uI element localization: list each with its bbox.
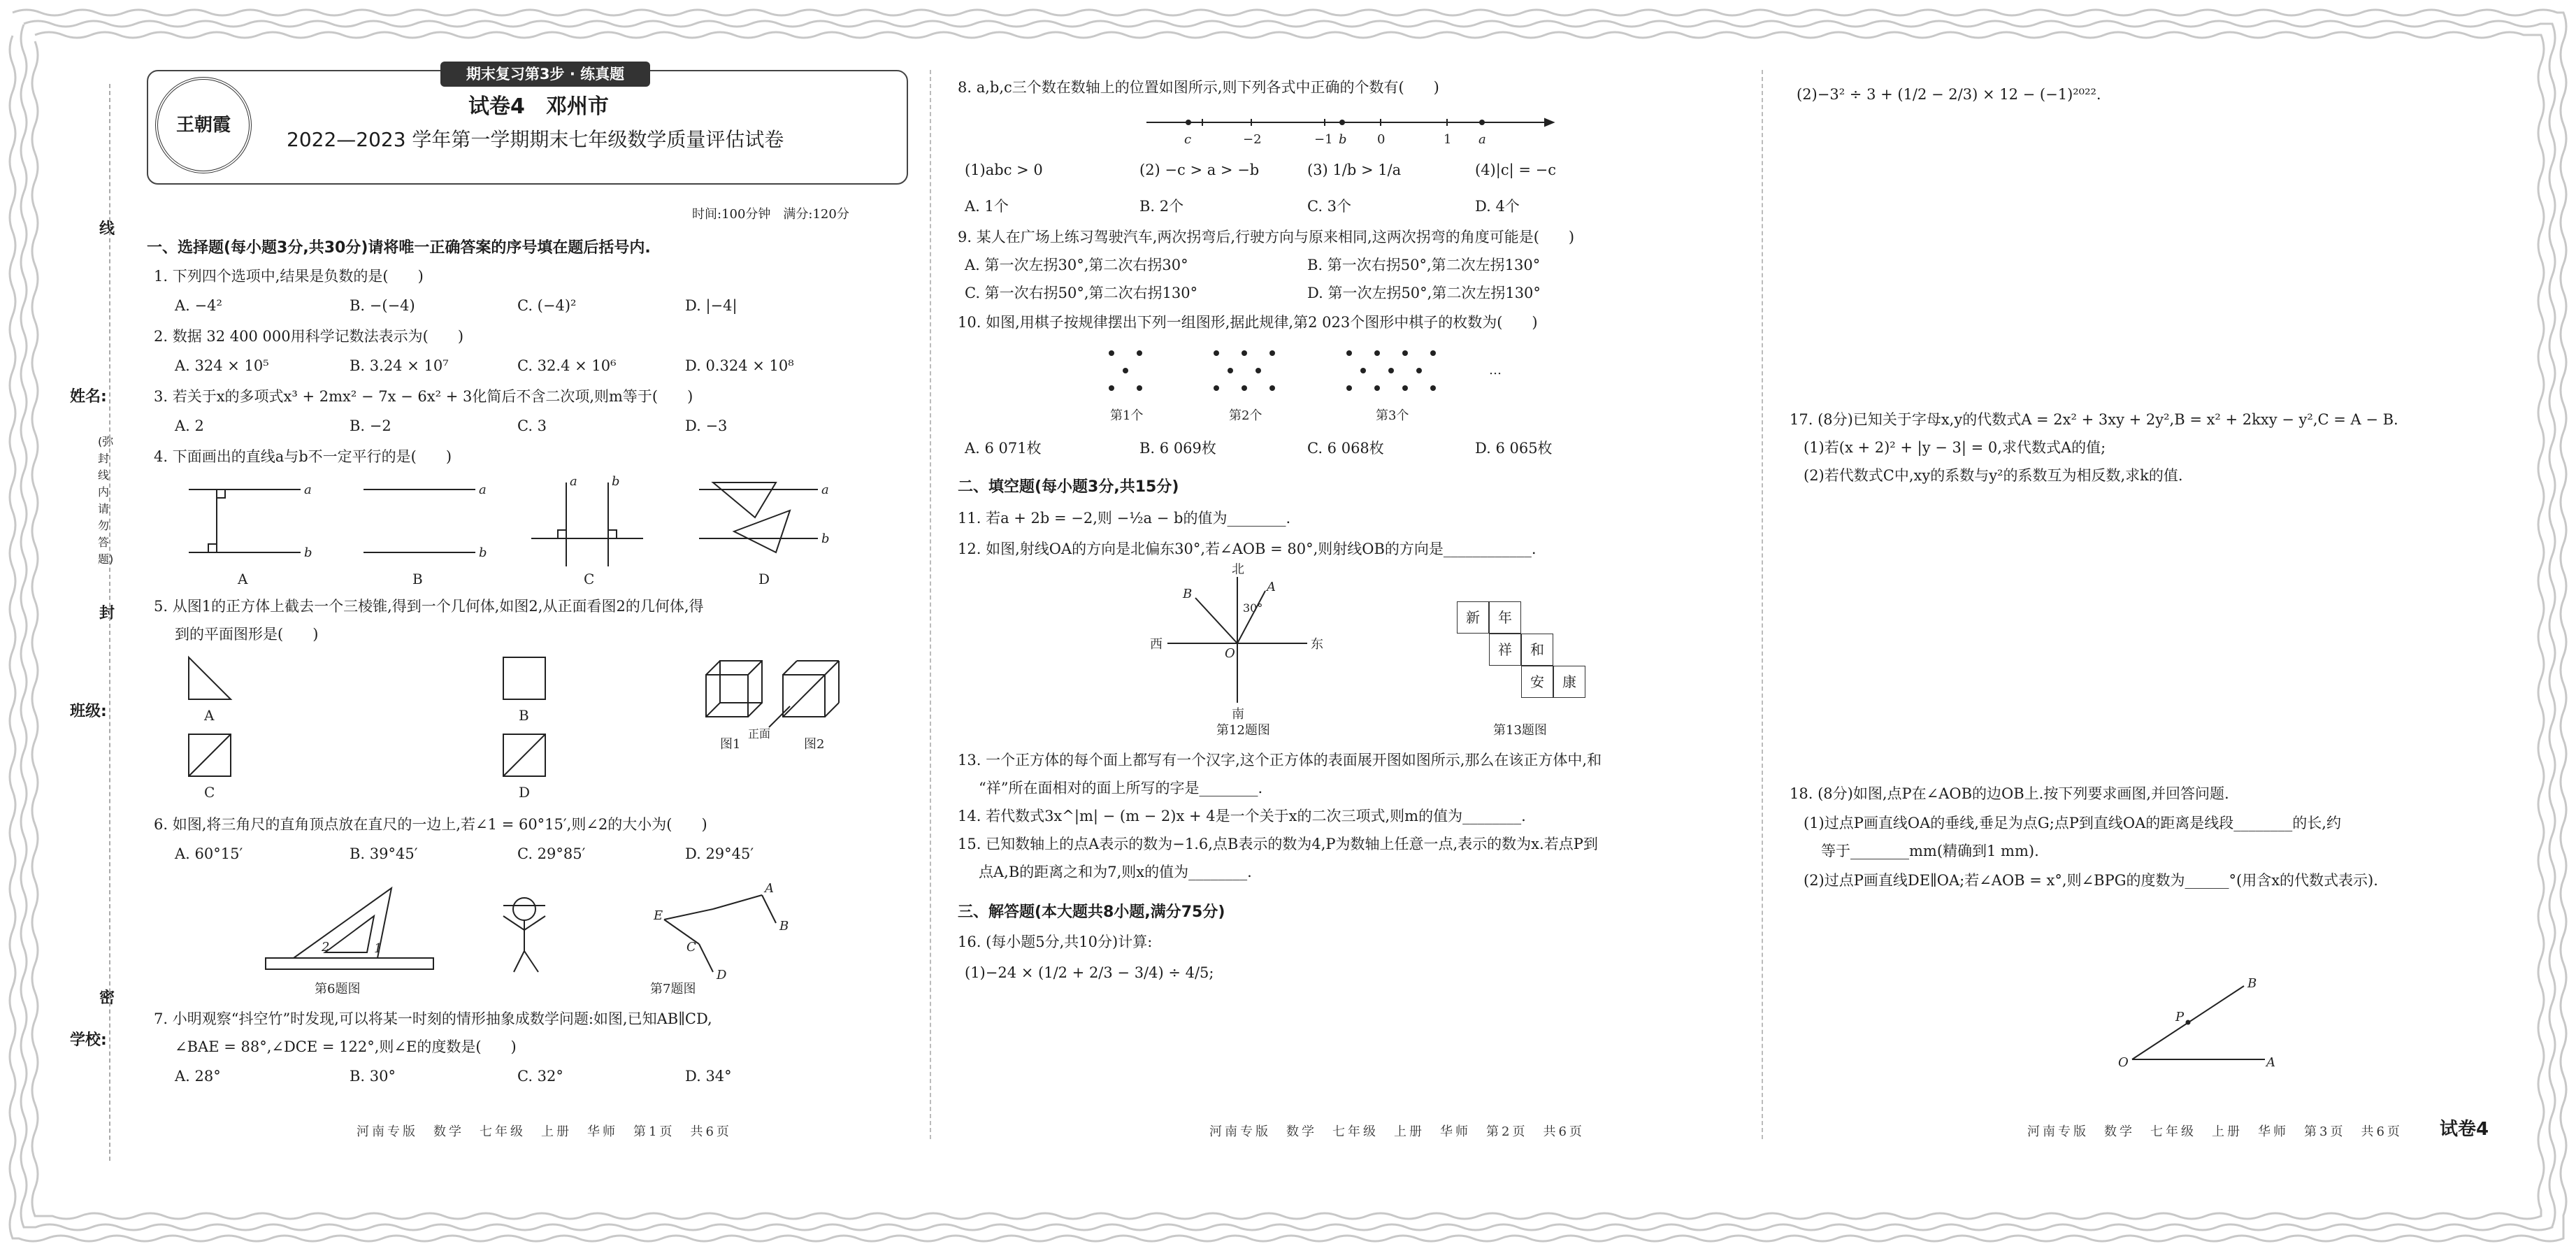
q5-fig2-caption: 图2	[804, 737, 825, 752]
q12-angle-30: 30°	[1243, 601, 1263, 615]
q5-fig-a-label: A	[204, 707, 215, 724]
q3-option-a: A. 2	[175, 417, 204, 434]
q10-caption-2: 第2个	[1229, 408, 1262, 423]
q8-option-c: C. 3个	[1307, 198, 1352, 215]
q7-option-b: B. 30°	[350, 1068, 396, 1085]
q8-option-b: B. 2个	[1139, 198, 1184, 215]
q12-north: 北	[1232, 563, 1244, 577]
question-11: 11. 若a + 2b = −2,则 −½a − b的值为________.	[958, 510, 1291, 527]
q8-number-line	[1139, 105, 1559, 154]
q18-label-a: A	[2266, 1055, 2275, 1070]
q1-option-d: D. |−4|	[685, 297, 737, 314]
question-16: 16. (每小题5分,共10分)计算:	[958, 934, 1153, 950]
question-13-cont: “祥”所在面相对的面上所写的字是________.	[979, 780, 1263, 796]
no-answer-note: (弥封线内请勿答题)	[98, 435, 114, 566]
svg-text:D: D	[717, 968, 727, 982]
question-10: 10. 如图,用棋子按规律摆出下列一组图形,据此规律,第2 023个图形中棋子的枚数为( )	[958, 314, 1538, 331]
svg-text:b: b	[821, 531, 830, 546]
q18-label-b: B	[2247, 976, 2257, 991]
question-2: 2. 数据 32 400 000用科学记数法表示为( )	[154, 328, 464, 345]
q12-label-o: O	[1225, 646, 1235, 661]
q10-option-b: B. 6 069枚	[1139, 440, 1216, 457]
net-cell-nian: 年	[1489, 601, 1521, 634]
page-1-footer: 河南专版 数学 七年级 上册 华师 第1页 共6页	[357, 1124, 732, 1139]
q4-fig-c-label: C	[584, 571, 595, 587]
question-18-part-2: (2)过点P画直线DE∥OA;若∠AOB = x°,则∠BPG的度数为______°(用含x的代数式表示).	[1804, 872, 2378, 889]
q10-option-d: D. 6 065枚	[1475, 440, 1553, 457]
q18-label-p: P	[2175, 1010, 2185, 1024]
column-2	[958, 70, 1748, 1139]
question-4: 4. 下面画出的直线a与b不一定平行的是( )	[154, 448, 452, 465]
q12-east: 东	[1311, 637, 1323, 652]
q10-dot-patterns	[1098, 343, 1587, 434]
question-17-part-2: (2)若代数式C中,xy的系数与y²的系数互为相反数,求k的值.	[1804, 467, 2183, 484]
q5-figures	[161, 650, 902, 804]
section-1-title: 一、选择题(每小题3分,共30分)请将唯一正确答案的序号填在题后括号内.	[147, 239, 651, 257]
q6-option-d: D. 29°45′	[685, 845, 754, 862]
net-cell-an: 安	[1521, 666, 1553, 698]
q12-caption: 第12题图	[1216, 723, 1270, 738]
question-17-part-1: (1)若(x + 2)² + |y − 3| = 0,求代数式A的值;	[1804, 439, 2106, 456]
q3-option-c: C. 3	[517, 417, 547, 434]
q9-option-c: C. 第一次右拐50°,第二次右拐130°	[965, 285, 1198, 301]
net-cell-he: 和	[1521, 634, 1553, 666]
time-score: 时间:100分钟 满分:120分	[692, 207, 849, 222]
column-divider-2	[1762, 70, 1763, 1139]
question-1: 1. 下列四个选项中,结果是负数的是( )	[154, 268, 424, 285]
question-17: 17. (8分)已知关于字母x,y的代数式A = 2x² + 3xy + 2y²,B = x² + 2kxy − y²,C = A − B.	[1790, 411, 2398, 428]
exam-corner-label: 试卷4	[2440, 1119, 2489, 1140]
q8-axis-b: b	[1339, 132, 1347, 147]
svg-text:A: A	[765, 881, 774, 896]
question-18-part-1: (1)过点P画直线OA的垂线,垂足为点G;点P到直线OA的距离是线段________的长,约	[1804, 815, 2341, 831]
q10-option-a: A. 6 071枚	[965, 440, 1042, 457]
q8-axis-a: a	[1478, 132, 1486, 147]
seal-label: 封	[99, 605, 115, 622]
q4-figures	[161, 476, 902, 587]
net-cell-xin: 新	[1457, 601, 1489, 634]
q4-fig-d-label: D	[758, 571, 770, 587]
q6-q7-figures	[161, 874, 902, 1000]
column-divider-1	[930, 70, 931, 1139]
q9-option-a: A. 第一次左拐30°,第二次右拐30°	[965, 257, 1188, 273]
q9-option-d: D. 第一次左拐50°,第二次左拐130°	[1307, 285, 1541, 301]
q6-caption: 第6题图	[315, 982, 361, 996]
question-13: 13. 一个正方体的每个面上都写有一个汉字,这个正方体的表面展开图如图所示,那么在该正方体中,和	[958, 752, 1602, 769]
exam-title: 试卷4 邓州市	[468, 94, 609, 119]
svg-text:a: a	[570, 476, 577, 489]
question-18: 18. (8分)如图,点P在∠AOB的边OB上.按下列要求画图,并回答问题.	[1790, 785, 2229, 802]
question-9: 9. 某人在广场上练习驾驶汽车,两次拐弯后,行驶方向与原来相同,这两次拐弯的角度可能是( )	[958, 229, 1575, 245]
line-label: 线	[99, 220, 115, 238]
question-15-cont: 点A,B的距离之和为7,则x的值为________.	[979, 864, 1252, 880]
q8-item-3: (3) 1/b > 1/a	[1307, 162, 1402, 178]
q10-option-c: C. 6 068枚	[1307, 440, 1384, 457]
q2-option-a: A. 324 × 10⁵	[175, 357, 269, 374]
q6-option-a: A. 60°15′	[175, 845, 243, 862]
svg-text:C: C	[686, 940, 696, 955]
question-15: 15. 已知数轴上的点A表示的数为−1.6,点B表示的数为4,P为数轴上任意一点,表示的数为x.若点P到	[958, 836, 1598, 852]
question-8: 8. a,b,c三个数在数轴上的位置如图所示,则下列各式中正确的个数有( )	[958, 79, 1439, 96]
q10-ellipsis: …	[1489, 363, 1502, 378]
question-18-part-1-cont: 等于________mm(精确到1 mm).	[1821, 843, 2039, 859]
school-label: 学校:	[70, 1031, 107, 1049]
question-6: 6. 如图,将三角尺的直角顶点放在直尺的一边上,若∠1 = 60°15′,则∠2的大小为( )	[154, 816, 707, 833]
question-12: 12. 如图,射线OA的方向是北偏东30°,若∠AOB = 80°,则射线OB的方向是____________.	[958, 541, 1537, 557]
q2-option-d: D. 0.324 × 10⁸	[685, 357, 794, 374]
review-banner: 期末复习第3步 · 练真题	[440, 62, 650, 87]
q2-option-c: C. 32.4 × 10⁶	[517, 357, 617, 374]
q8-axis-neg2: −2	[1243, 132, 1262, 147]
q8-item-2: (2) −c > a > −b	[1139, 162, 1260, 178]
q10-caption-1: 第1个	[1110, 408, 1144, 423]
q7-option-c: C. 32°	[517, 1068, 563, 1085]
q18-label-o: O	[2118, 1055, 2129, 1070]
question-5-cont: 到的平面图形是( )	[175, 626, 319, 643]
q9-option-b: B. 第一次右拐50°,第二次左拐130°	[1307, 257, 1541, 273]
question-7-cont: ∠BAE = 88°,∠DCE = 122°,则∠E的度数是( )	[175, 1038, 517, 1055]
q8-option-d: D. 4个	[1475, 198, 1520, 215]
q5-fig-d-label: D	[519, 784, 531, 801]
q18-angle-figure	[2111, 972, 2293, 1084]
q12-west: 西	[1150, 637, 1163, 652]
q8-axis-c: c	[1184, 132, 1192, 147]
q7-caption: 第7题图	[650, 982, 696, 996]
q10-caption-3: 第3个	[1376, 408, 1409, 423]
q4-fig-a-label: A	[238, 571, 248, 587]
q8-axis-0: 0	[1377, 132, 1386, 147]
question-7: 7. 小明观察“抖空竹”时发现,可以将某一时刻的情形抽象成数学问题:如图,已知AB∥CD,	[154, 1010, 712, 1027]
q12-label-a: A	[1267, 580, 1276, 594]
name-label: 姓名:	[70, 388, 107, 406]
q3-option-d: D. −3	[685, 417, 728, 434]
svg-text:b: b	[304, 545, 312, 560]
question-14: 14. 若代数式3x^|m| − (m − 2)x + 4是一个关于x的二次三项式,则m的值为________.	[958, 808, 1526, 824]
q6-option-c: C. 29°85′	[517, 845, 586, 862]
q5-front-label: 正面	[748, 727, 771, 741]
exam-subtitle: 2022—2023 学年第一学期期末七年级数学质量评估试卷	[287, 128, 784, 151]
section-3-title: 三、解答题(本大题共8小题,满分75分)	[958, 903, 1225, 921]
net-cell-xiang: 祥	[1489, 634, 1521, 666]
section-2-title: 二、填空题(每小题3分,共15分)	[958, 478, 1179, 496]
exam-page	[56, 56, 2520, 1195]
q6-option-b: B. 39°45′	[350, 845, 418, 862]
svg-text:b: b	[479, 545, 487, 560]
svg-text:E: E	[654, 908, 663, 923]
q1-option-b: B. −(−4)	[350, 297, 415, 314]
q5-fig-c-label: C	[204, 784, 215, 801]
q12-label-b: B	[1183, 587, 1193, 601]
q1-option-c: C. (−4)²	[517, 297, 577, 314]
q12-south: 南	[1232, 707, 1244, 722]
q4-fig-b-label: B	[412, 571, 423, 587]
q8-axis-1: 1	[1444, 132, 1452, 147]
q12-compass-figure	[1146, 563, 1342, 724]
question-5: 5. 从图1的正方体上截去一个三棱锥,得到一个几何体,如图2,从正面看图2的几何体,得	[154, 598, 704, 615]
net-cell-kang: 康	[1553, 666, 1585, 698]
svg-text:a: a	[821, 482, 829, 497]
question-16-part-1: (1)−24 × (1/2 + 2/3 − 3/4) ÷ 4/5;	[965, 964, 1214, 981]
question-16-part-2: (2)−3² ÷ 3 + (1/2 − 2/3) × 12 − (−1)²⁰²².	[1797, 86, 2101, 103]
q8-item-1: (1)abc > 0	[965, 162, 1043, 178]
question-3: 3. 若关于x的多项式x³ + 2mx² − 7x − 6x² + 3化简后不含二次项,则m等于( )	[154, 388, 693, 405]
page-2-footer: 河南专版 数学 七年级 上册 华师 第2页 共6页	[1209, 1124, 1585, 1139]
svg-text:a: a	[304, 482, 312, 497]
q1-option-a: A. −4²	[175, 297, 222, 314]
svg-text:b: b	[612, 476, 620, 489]
class-label: 班级:	[70, 703, 107, 720]
q8-item-4: (4)|c| = −c	[1475, 162, 1556, 178]
q7-option-d: D. 34°	[685, 1068, 732, 1085]
svg-text:a: a	[479, 482, 487, 497]
q3-option-b: B. −2	[350, 417, 391, 434]
column-1	[147, 66, 909, 1139]
q5-fig-b-label: B	[519, 707, 529, 724]
q13-caption: 第13题图	[1493, 723, 1547, 738]
binding-line	[109, 84, 110, 1161]
q8-axis-neg1: −1	[1314, 132, 1333, 147]
publisher-logo: 王朝霞	[155, 77, 252, 173]
svg-text:1: 1	[374, 941, 382, 956]
mi-label: 密	[99, 989, 115, 1007]
page-3-footer: 河南专版 数学 七年级 上册 华师 第3页 共6页	[2027, 1124, 2403, 1139]
q7-option-a: A. 28°	[175, 1068, 221, 1085]
q5-fig1-caption: 图1	[720, 737, 741, 752]
q8-option-a: A. 1个	[965, 198, 1009, 215]
q2-option-b: B. 3.24 × 10⁷	[350, 357, 449, 374]
svg-text:2: 2	[322, 940, 330, 955]
svg-text:B: B	[779, 919, 789, 934]
column-3	[1790, 70, 2496, 1139]
